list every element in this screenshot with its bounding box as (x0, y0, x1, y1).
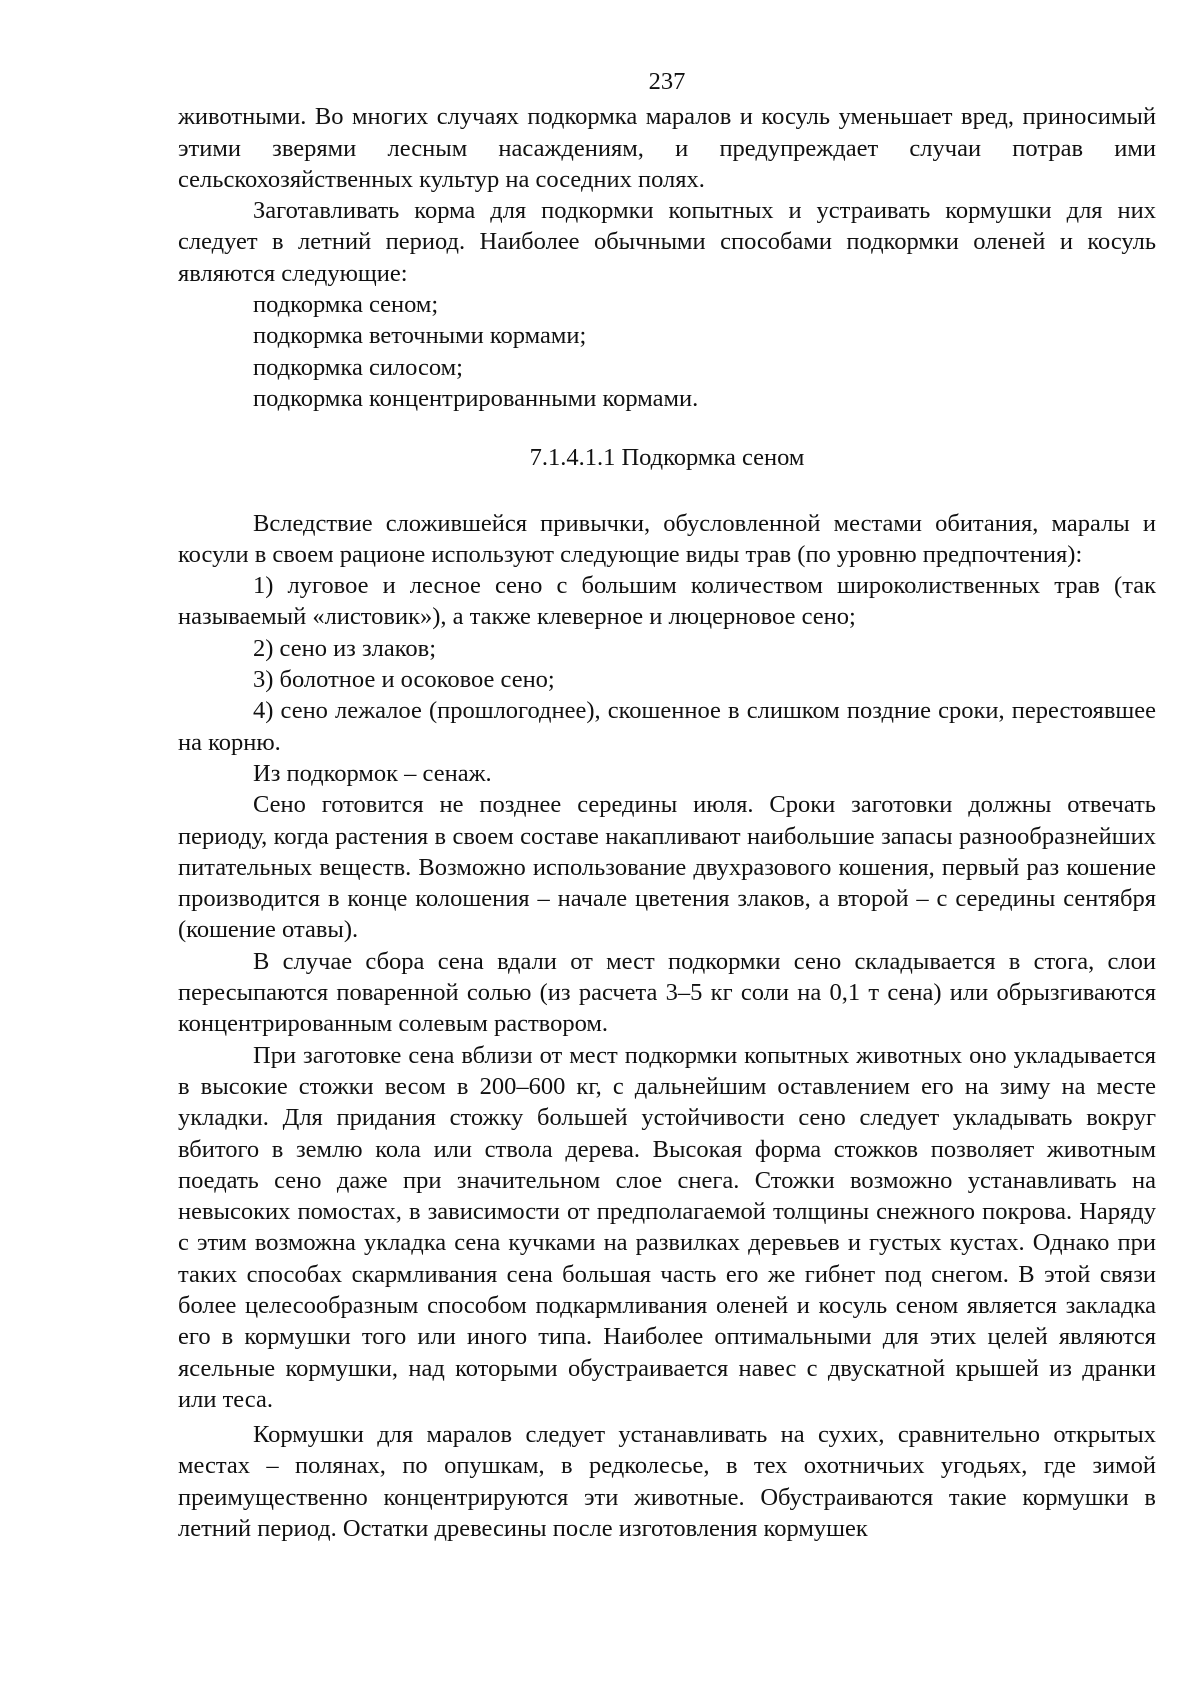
hay-types-list (178, 570, 1156, 758)
list-item: подкормка концентрированными кормами. (253, 384, 699, 412)
paragraph-harvest-time: Сено готовится не позднее середины июля. Сроки заготовки должны отвечать периоду, когда растения в своем составе накапливают наибольшие запасы разнообразнейших питательных веществ. Возможно использование двухразового кошения, первый раз кошение производится в конце колошения – начале цветения злаков, а второй – с середины сентября (кошение отавы). (178, 791, 1156, 944)
list-item: подкормка веточными кормами; (253, 322, 587, 350)
paragraph-supplement: Из подкормок – сенаж. (253, 759, 492, 787)
paragraph-stacking: В случае сбора сена вдали от мест подкормки сено складывается в стога, слои пересыпаются поваренной солью (из расчета 3–5 кг соли на 0,1 т сена) или обрызгиваются концентрированным солевым раствором. (178, 947, 1156, 1038)
document-page (178, 66, 1156, 1544)
paragraph-feeders: Кормушки для маралов следует устанавливать на сухих, сравнительно открытых местах – полянах, по опушкам, в редколесье, в тех охотничьих угодьях, где зимой преимущественно концентрируются эти животные. Обустраиваются такие кормушки в летний период. Остатки древесины после изготовления кормушек (178, 1421, 1156, 1543)
feeding-methods-list (178, 289, 1156, 414)
numbered-item: 3) болотное и осоковое сено; (253, 666, 555, 694)
section-heading: 7.1.4.1.1 Подкормка сеном (529, 444, 805, 472)
paragraph-feed-preparation: Заготавливать корма для подкормки копытных и устраивать кормушки для них следует в летний период. Наиболее обычными способами подкормки оленей и косуль являются следующие: (178, 197, 1156, 287)
numbered-item: 4) сено лежалое (прошлогоднее), скошенное в слишком поздние сроки, перестоявшее на корню. (178, 697, 1156, 756)
numbered-item: 2) сено из злаков; (253, 634, 437, 662)
paragraph-continuation: животными. Во многих случаях подкормка маралов и косуль уменьшает вред, приносимый этими зверями лесным насаждениям, и предупреждает случаи потрав ими сельскохозяйственных культур на соседних полях. (178, 103, 1156, 193)
list-item: подкормка сеном; (253, 291, 439, 319)
page-number: 237 (648, 68, 686, 95)
paragraph-intro: Вследствие сложившейся привычки, обусловленной местами обитания, маралы и косули в своем рационе используют следующие виды трав (по уровню предпочтения): (178, 509, 1156, 568)
paragraph-haystacks: При заготовке сена вблизи от мест подкормки копытных животных оно укладывается в высокие стожки весом в 200–600 кг, с дальнейшим оставлением его на зиму на месте укладки. Для придания стожку большей устойчивости сено следует укладывать вокруг вбитого в землю кола или ствола дерева. Высокая форма стожков позволяет животным поедать сено даже при значительном слое снега. Стожки возможно устанавливать на невысоких помостах, в зависимости от предполагаемой толщины снежного покрова. Наряду с этим возможна укладка сена кучками на развилках деревьев и густых кустах. Однако при таких способах скармливания сена большая часть его же гибнет под снегом. В этой связи более целесообразным способом подкармливания оленей и косуль сеном является закладка его в кормушки того или иного типа. Наиболее оптимальными для этих целей являются ясельные кормушки, над которыми обустраивается навес с двускатной крышей из дранки или теса. (178, 1041, 1156, 1413)
list-item: подкормка силосом; (253, 353, 463, 381)
numbered-item: 1) луговое и лесное сено с большим количеством широколиственных трав (так называемый «листовик»), а также клеверное и люцерновое сено; (178, 572, 1156, 631)
